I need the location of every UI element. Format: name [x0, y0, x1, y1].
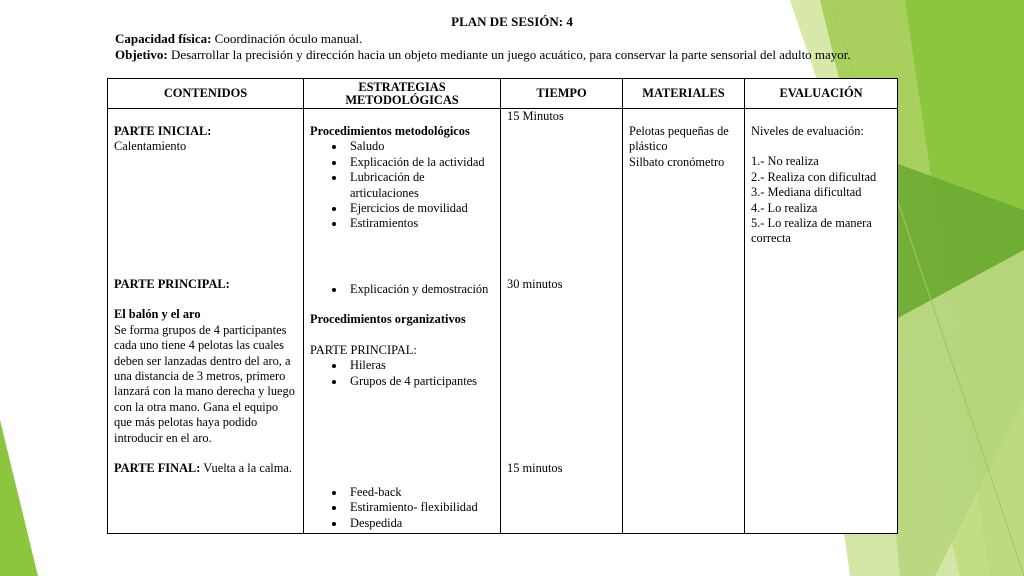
parte-principal-block — [114, 277, 299, 476]
header-contenidos: CONTENIDOS — [108, 79, 304, 109]
capacity-value: Coordinación óculo manual. — [211, 31, 363, 46]
session-title: PLAN DE SESIÓN: 4 — [451, 14, 573, 29]
header-evaluacion: EVALUACIÓN — [745, 79, 898, 109]
tiempo-principal: 30 minutos — [507, 277, 563, 291]
parte-principal-sub-label: PARTE PRINCIPAL: — [310, 342, 417, 357]
evaluation-level: 5.- Lo realiza de manera correcta — [751, 216, 872, 246]
header-estrategias: ESTRATEGIAS METODOLÓGICAS — [304, 79, 501, 109]
cell-estrategias — [304, 109, 501, 534]
cell-tiempo — [501, 109, 623, 534]
session-plan-table — [107, 78, 898, 534]
evaluation-level: 1.- No realiza — [751, 154, 819, 169]
cell-contenidos — [108, 109, 304, 534]
list-item: Grupos de 4 participantes — [310, 374, 496, 389]
final-strategy-list — [310, 485, 496, 531]
parte-final-value: Vuelta a la calma. — [200, 461, 292, 476]
list-item: Hileras — [310, 358, 496, 373]
list-item: Lubricación de articulaciones — [310, 170, 496, 201]
objective-value: Desarrollar la precisión y dirección hacia un objeto mediante un juego acuático, para conservar la parte sensorial del adulto mayor. — [167, 47, 851, 62]
list-item: Ejercicios de movilidad — [310, 201, 496, 216]
list-item: Saludo — [310, 139, 496, 154]
cell-evaluacion — [745, 109, 898, 534]
parte-inicial-value: Calentamiento — [114, 139, 187, 154]
evaluacion-block — [751, 124, 893, 247]
evaluation-level: 2.- Realiza con dificultad — [751, 169, 877, 184]
evaluation-level: 4.- Lo realiza — [751, 200, 818, 215]
parte-final-line — [114, 461, 299, 476]
cell-materiales — [623, 109, 745, 534]
list-item: Estiramientos — [310, 216, 496, 231]
header-tiempo: TIEMPO — [501, 79, 623, 109]
evaluacion-title: Niveles de evaluación: — [751, 124, 864, 138]
parte-principal-label: PARTE PRINCIPAL: — [114, 277, 230, 291]
table-row — [108, 109, 898, 534]
game-title: El balón y el aro — [114, 307, 201, 322]
materiales-block — [629, 124, 740, 170]
evaluation-level: 3.- Mediana dificultad — [751, 185, 862, 200]
parte-final-label: PARTE FINAL: — [114, 461, 201, 476]
parte-inicial-label: PARTE INICIAL: — [114, 124, 212, 138]
main-strategy-list — [310, 282, 496, 297]
game-description: Se forma grupos de 4 participantes cada uno tiene 4 pelotas las cuales deben ser lanzadas dentro del aro, a una distancia de 3 metros, primero lanzará con la mano derecha y luego con la otra mano. Gana el equipo que más pelotas haya podido introducir en el aro. — [114, 322, 295, 445]
capacity-label: Capacidad física: — [115, 31, 212, 46]
tiempo-final: 15 minutos — [507, 461, 563, 475]
parte-inicial-block — [114, 124, 299, 155]
proc-organizativos-label: Procedimientos organizativos — [310, 312, 466, 327]
organizational-list — [310, 358, 496, 389]
estrategias-final-block — [310, 485, 496, 531]
proc-metodologicos-label: Procedimientos metodológicos — [310, 124, 470, 138]
material-item: Silbato cronómetro — [629, 154, 725, 169]
objective-line — [115, 47, 851, 63]
initial-strategy-list — [310, 139, 496, 231]
tiempo-inicial: 15 Minutos — [507, 109, 564, 123]
estrategias-initial-block — [310, 124, 496, 232]
list-item: Despedida — [310, 516, 496, 531]
list-item: Estiramiento- flexibilidad — [310, 500, 496, 515]
list-item: Feed-back — [310, 485, 496, 500]
list-item: Explicación de la actividad — [310, 155, 496, 170]
list-item: Explicación y demostración — [310, 282, 496, 297]
estrategias-main-block — [310, 282, 496, 389]
capacity-line — [115, 31, 362, 47]
material-item: Pelotas pequeñas de plástico — [629, 124, 729, 154]
table-header-row — [108, 79, 898, 109]
objective-label: Objetivo: — [115, 47, 168, 62]
header-materiales: MATERIALES — [623, 79, 745, 109]
